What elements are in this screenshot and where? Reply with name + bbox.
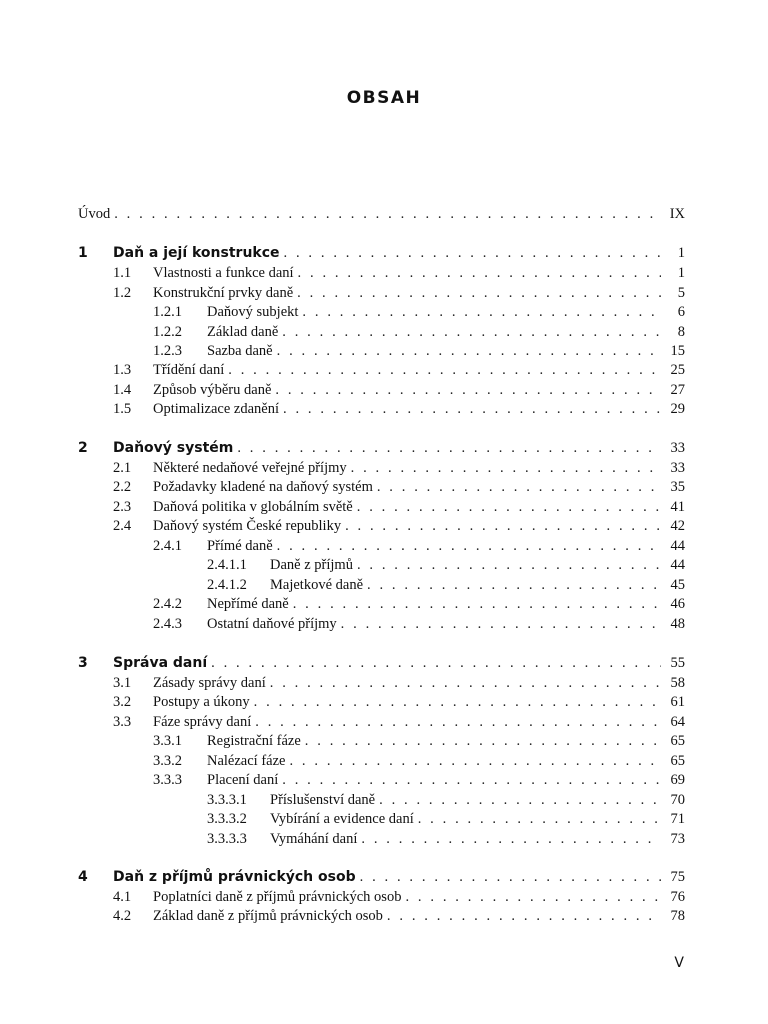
toc-entry-label: Daňový subjekt — [207, 304, 299, 320]
toc-subsection — [78, 343, 685, 362]
toc-entry-page: 71 — [670, 811, 685, 827]
toc-entry-page: 64 — [670, 714, 685, 730]
toc-entry-page: 1 — [677, 245, 685, 261]
toc-entry-number: 1.2.2 — [153, 324, 182, 340]
dot-leader — [297, 285, 661, 302]
dot-leader — [293, 596, 661, 613]
toc-entry-label: Zásady správy daní — [153, 675, 266, 691]
toc-section — [78, 518, 685, 537]
toc-entry-page: 46 — [670, 596, 685, 612]
toc-entry-number: 3.3.3.2 — [207, 811, 247, 827]
toc-entry-page: 1 — [677, 265, 685, 281]
toc-entry-number: 1.1 — [113, 265, 132, 281]
toc-chapter — [78, 245, 685, 264]
page-number: V — [674, 955, 684, 971]
toc-entry-label: Základ daně — [207, 324, 279, 340]
toc-section — [78, 479, 685, 498]
toc-entry-number: 4.1 — [113, 889, 132, 905]
toc-entry-page: 48 — [670, 616, 685, 632]
toc-section — [78, 694, 685, 713]
dot-leader — [418, 811, 661, 828]
toc-entry-number: 1.2.1 — [153, 304, 182, 320]
toc-entry-label: Vlastnosti a funkce daní — [153, 265, 294, 281]
toc-subsection — [78, 772, 685, 791]
toc-entry-number: 1.5 — [113, 401, 132, 417]
toc-entry-number: 4 — [78, 869, 88, 885]
dot-leader — [255, 714, 661, 731]
toc-subsubsection — [78, 557, 685, 576]
toc-entry-label: Úvod — [78, 206, 111, 222]
toc-entry-number: 3.2 — [113, 694, 132, 710]
toc-entry-number: 2.4.1.2 — [207, 577, 247, 593]
toc-section — [78, 499, 685, 518]
toc-entry-number: 1 — [78, 245, 88, 261]
toc-subsection — [78, 616, 685, 635]
toc-entry-number: 3.3.3.1 — [207, 792, 247, 808]
dot-leader — [357, 557, 661, 574]
toc-entry-number: 3.3.2 — [153, 753, 182, 769]
dot-leader — [284, 245, 661, 262]
toc-entry-number: 3.3.1 — [153, 733, 182, 749]
page-title: OBSAH — [346, 88, 422, 108]
toc-entry-number: 3.1 — [113, 675, 132, 691]
toc-entry-page: 45 — [670, 577, 685, 593]
toc-entry-number: 2.4.1 — [153, 538, 182, 554]
dot-leader — [270, 675, 661, 692]
toc-entry-label: Základ daně z příjmů právnických osob — [153, 908, 383, 924]
toc-section — [78, 401, 685, 420]
dot-leader — [367, 577, 661, 594]
toc-entry-label: Příslušenství daně — [270, 792, 376, 808]
toc-entry-label: Poplatníci daně z příjmů právnických osob — [153, 889, 402, 905]
dot-leader — [282, 772, 661, 789]
toc-entry-number: 2.4 — [113, 518, 132, 534]
toc-entry-label: Vybírání a evidence daní — [270, 811, 414, 827]
dot-leader — [282, 324, 661, 341]
toc-entry-page: 55 — [670, 655, 685, 671]
toc-entry-page: 76 — [670, 889, 685, 905]
toc-subsection — [78, 596, 685, 615]
toc-entry-label: Sazba daně — [207, 343, 273, 359]
toc-entry-label: Přímé daně — [207, 538, 273, 554]
toc-entry-page: 61 — [670, 694, 685, 710]
dot-leader — [387, 908, 661, 925]
toc-entry-page: 65 — [670, 753, 685, 769]
toc-entry-page: 27 — [670, 382, 685, 398]
toc-entry-page: 44 — [670, 557, 685, 573]
toc-entry-page: 15 — [670, 343, 685, 359]
toc-entry-number: 1.2.3 — [153, 343, 182, 359]
toc-entry-number: 2.4.2 — [153, 596, 182, 612]
toc-entry-label: Registrační fáze — [207, 733, 301, 749]
toc-entry-label: Požadavky kladené na daňový systém — [153, 479, 373, 495]
dot-leader — [277, 343, 661, 360]
toc-entry-label: Správa daní — [113, 655, 208, 671]
toc-entry-page: 69 — [670, 772, 685, 788]
toc-entry-label: Daň a její konstrukce — [113, 245, 280, 261]
toc-entry-label: Optimalizace zdanění — [153, 401, 280, 417]
dot-leader — [289, 753, 661, 770]
toc-subsection — [78, 304, 685, 323]
dot-leader — [305, 733, 661, 750]
toc-subsection — [78, 733, 685, 752]
toc-entry-label: Nalézací fáze — [207, 753, 286, 769]
dot-leader — [361, 831, 661, 848]
dot-leader — [357, 499, 661, 516]
toc-entry-page: 33 — [670, 460, 685, 476]
toc-entry-page: 41 — [670, 499, 685, 515]
toc-subsection — [78, 324, 685, 343]
dot-leader — [379, 792, 661, 809]
toc-entry-label: Majetkové daně — [270, 577, 364, 593]
toc-entry-label: Daň z příjmů právnických osob — [113, 869, 356, 885]
toc-entry-number: 2.3 — [113, 499, 132, 515]
toc-section — [78, 382, 685, 401]
dot-leader — [283, 401, 661, 418]
dot-leader — [302, 304, 661, 321]
toc-entry-label: Fáze správy daní — [153, 714, 252, 730]
toc-entry-number: 1.4 — [113, 382, 132, 398]
toc-entry-label: Ostatní daňové příjmy — [207, 616, 337, 632]
toc-subsection — [78, 753, 685, 772]
toc-entry-label: Vymáhání daní — [270, 831, 358, 847]
dot-leader — [228, 362, 661, 379]
dot-leader — [405, 889, 661, 906]
toc-entry-label: Třídění daní — [153, 362, 225, 378]
toc-entry-page: 44 — [670, 538, 685, 554]
toc-entry-label: Daňový systém — [113, 440, 234, 456]
toc-entry-number: 3.3.3 — [153, 772, 182, 788]
toc-entry-number: 2 — [78, 440, 88, 456]
toc-entry-intro — [78, 206, 685, 225]
dot-leader — [351, 460, 661, 477]
toc-entry-label: Daně z příjmů — [270, 557, 353, 573]
toc-subsubsection — [78, 811, 685, 830]
toc-entry-page: 25 — [670, 362, 685, 378]
toc-section — [78, 362, 685, 381]
dot-leader — [298, 265, 661, 282]
toc-entry-page: 29 — [670, 401, 685, 417]
toc-entry-page: 6 — [677, 304, 685, 320]
toc-entry-page: 65 — [670, 733, 685, 749]
toc-chapter — [78, 655, 685, 674]
toc-entry-page: 78 — [670, 908, 685, 924]
toc-section — [78, 265, 685, 284]
toc-entry-label: Postupy a úkony — [153, 694, 250, 710]
toc-entry-label: Nepřímé daně — [207, 596, 289, 612]
toc-entry-number: 4.2 — [113, 908, 132, 924]
toc-entry-number: 2.1 — [113, 460, 132, 476]
toc-entry-page: 5 — [677, 285, 685, 301]
toc-section — [78, 285, 685, 304]
dot-leader — [237, 440, 661, 457]
toc-entry-label: Daňová politika v globálním světě — [153, 499, 353, 515]
dot-leader — [254, 694, 661, 711]
dot-leader — [345, 518, 661, 535]
toc-entry-page: 33 — [670, 440, 685, 456]
toc-section — [78, 908, 685, 927]
toc-entry-number: 1.2 — [113, 285, 132, 301]
toc-entry-number: 3.3 — [113, 714, 132, 730]
toc-entry-page: IX — [669, 206, 685, 222]
toc-entry-number: 2.4.1.1 — [207, 557, 247, 573]
toc-chapter — [78, 869, 685, 888]
toc-entry-label: Daňový systém České republiky — [153, 518, 342, 534]
dot-leader — [211, 655, 661, 672]
dot-leader — [277, 538, 661, 555]
toc-subsection — [78, 538, 685, 557]
toc-entry-page: 75 — [670, 869, 685, 885]
toc-entry-page: 70 — [670, 792, 685, 808]
toc-entry-page: 42 — [670, 518, 685, 534]
dot-leader — [341, 616, 661, 633]
dot-leader — [275, 382, 661, 399]
toc-section — [78, 889, 685, 908]
toc-chapter — [78, 440, 685, 459]
toc-entry-number: 1.3 — [113, 362, 132, 378]
toc-subsubsection — [78, 577, 685, 596]
toc-entry-number: 2.2 — [113, 479, 132, 495]
toc-entry-page: 58 — [670, 675, 685, 691]
toc-entry-label: Konstrukční prvky daně — [153, 285, 294, 301]
toc-section — [78, 460, 685, 479]
toc-section — [78, 675, 685, 694]
dot-leader — [360, 869, 661, 886]
toc-entry-page: 8 — [677, 324, 685, 340]
toc-entry-page: 35 — [670, 479, 685, 495]
toc-entry-number: 3 — [78, 655, 88, 671]
toc-subsubsection — [78, 831, 685, 850]
toc-subsubsection — [78, 792, 685, 811]
toc-entry-number: 3.3.3.3 — [207, 831, 247, 847]
toc-entry-label: Způsob výběru daně — [153, 382, 272, 398]
toc-entry-number: 2.4.3 — [153, 616, 182, 632]
toc-entry-label: Některé nedaňové veřejné příjmy — [153, 460, 347, 476]
dot-leader — [377, 479, 661, 496]
toc-section — [78, 714, 685, 733]
toc-entry-page: 73 — [670, 831, 685, 847]
toc-entry-label: Placení daní — [207, 772, 279, 788]
dot-leader — [114, 206, 661, 223]
